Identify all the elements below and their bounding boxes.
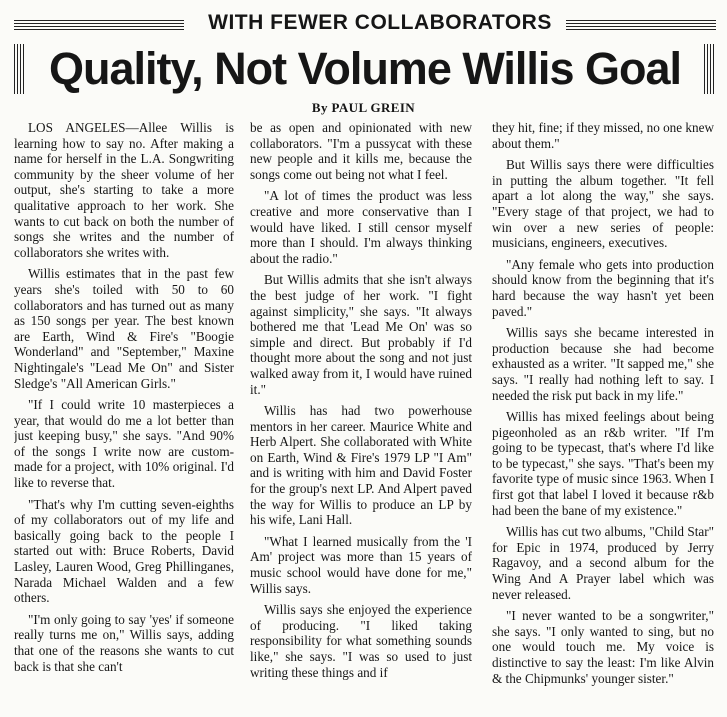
- paragraph: "If I could write 10 masterpieces a year, that would do me a lot better than just keeping busy," she says. "And 90% of the songs I write now are custom-made for a project, with 10% original. I'd like to reverse that.: [14, 397, 234, 491]
- headline: Quality, Not Volume Willis Goal: [48, 43, 681, 94]
- paragraph: "I'm only going to say 'yes' if someone really turns me on," Willis says, adding that one of the reasons she wants to cut back is that she can't: [14, 611, 234, 674]
- paragraph: "I never wanted to be a songwriter," she says. "I only wanted to sing, but no one would touch me. My voice is distinctive to say the least: I'm like Alvin & the Chipmunks' younger sister.": [492, 608, 714, 686]
- paragraph: Willis says she enjoyed the experience of producing. "I liked taking responsibility for what something sounds like," she says. "I was so used to just writing these things and if: [250, 602, 472, 680]
- kicker-row: [14, 10, 716, 36]
- headline-bar-left: [14, 44, 26, 94]
- paragraph: "That's why I'm cutting seven-eighths of my collaborators out of my life and basically going back to the people I started out with: Bruce Roberts, David Lasley, Lauren Wood, Greg Phillinganes, Narada Michael Walden and a few others.: [14, 496, 234, 606]
- paragraph: Willis has had two powerhouse mentors in her career. Maurice White and Herb Alpert. She collaborated with White on Earth, Wind & Fire's 1979 LP "I Am" and is writing with him and David Foster for the group's next LP. And Alpert paved the way for Willis to produce an LP by his wife, Lani Hall.: [250, 403, 472, 528]
- paragraph: LOS ANGELES—Allee Willis is learning how to say no. After making a name for herself in the L.A. Songwriting community by the sheer volume of her output, she's starting to take a more qualitative approach to her work. She wants to cut back on both the number of songs she writes and the number of collaborators she writes with.: [14, 120, 234, 260]
- kicker-rule-left: [14, 18, 184, 30]
- paragraph: But Willis says there were difficulties in putting the album together. "It fell apart a lot along the way," she says. "Every stage of that project, we had to win over a new series of people: musicians, engineers, executives.: [492, 157, 714, 251]
- paragraph: But Willis admits that she isn't always the best judge of her work. "I fight against simplicity," she says. "It always bothered me that 'Lead Me On' was so simple and direct. But probably if I'd thought more about the song and not just walked away from it, I would have ruined it.": [250, 272, 472, 397]
- paragraph: Willis has cut two albums, "Child Star" for Epic in 1974, produced by Jerry Ragavoy, and a second album for the Wing And A Prayer label which was never released.: [492, 524, 714, 602]
- paragraph: they hit, fine; if they missed, no one knew about them.": [492, 120, 714, 151]
- paragraph: Willis says she became interested in production because she had become exhausted as a writer. "It sapped me," she says. "I really had nothing left to say. I needed the risk put back in my life.": [492, 325, 714, 403]
- article-column-2: [250, 120, 472, 714]
- paragraph: "Any female who gets into production should know from the beginning that it's hard because the way hasn't yet been paved.": [492, 256, 714, 319]
- paragraph: be as open and opinionated with new collaborators. "I'm a pussycat with these new people and it kills me, because the songs come out being not what I feel.: [250, 120, 472, 182]
- paragraph: "A lot of times the product was less creative and more conservative than I would have liked. I still censor myself more than I should. I'm always thinking about the radio.": [250, 188, 472, 266]
- headline-box: [14, 40, 716, 98]
- kicker: WITH FEWER COLLABORATORS: [208, 11, 552, 34]
- kicker-rule-right: [566, 18, 716, 30]
- byline: By PAUL GREIN: [311, 100, 416, 115]
- article-column-1: [14, 120, 234, 714]
- headline-bar-right: [704, 44, 716, 94]
- article-column-3: [492, 120, 714, 714]
- paragraph: Willis estimates that in the past few years she's toiled with 50 to 60 collaborators and has turned out as many as 150 songs per year. The best known are Earth, Wind & Fire's "Boogie Wonderland" and "September," Maxine Nightingale's "Lead Me On" and Sister Sledge's "All American Girls.": [14, 266, 234, 391]
- paragraph: "What I learned musically from the 'I Am' project was more than 15 years of music school would have done for me," Willis says.: [250, 533, 472, 596]
- paragraph: Willis has mixed feelings about being pigeonholed as an r&b writer. "If I'm going to be typecast, that's where I'd like to be typecast," she says. "That's been my favorite type of music since 1963. When I first got that label I loved it because r&b had been the bane of my existence.": [492, 409, 714, 518]
